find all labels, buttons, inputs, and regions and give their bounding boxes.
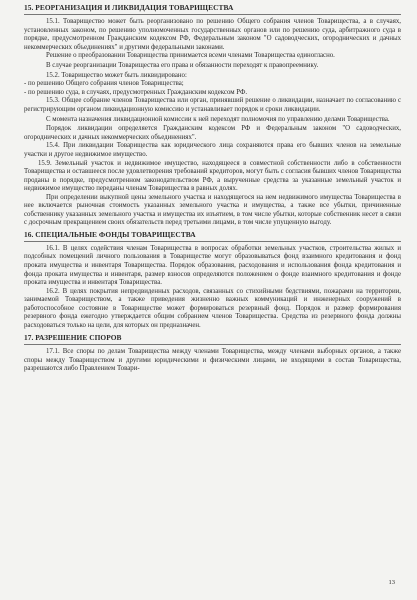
section-15 [24,3,401,228]
section-heading: 15. РЕОРГАНИЗАЦИЯ И ЛИКВИДАЦИЯ ТОВАРИЩЕСТВА [24,3,234,12]
paragraph: При определении выкупной цены земельного участка и находящегося на нем недвижимого имущества Товарищества в нее включается рыночная стоимость указанных земельного участка и имущества, а также все убытки, причиненные собственнику указанных земельного участка и имущества их изъятием, в том числе убытки, которые собственник несет в связи с досрочным прекращением своих обязательств перед третьими лицами, в том числе упущенную выгоду. [24,193,401,227]
section-heading: 16. СПЕЦИАЛЬНЫЕ ФОНДЫ ТОВАРИЩЕСТВА [24,229,196,239]
paragraph: С момента назначения ликвидационной комиссии к ней переходят полномочия по управлению делами Товарищества. [46,115,390,123]
heading-rule [24,241,401,242]
heading-rule [24,14,401,15]
heading-rule [24,344,401,345]
paragraph: Решение о преобразовании Товарищества принимается всеми членами Товарищества единогласно. [46,52,335,60]
section-heading: 17. РАЗРЕШЕНИЕ СПОРОВ [24,333,122,343]
paragraph: 15.4. При ликвидации Товарищества как юридического лица сохраняются права его бывших членов на земельные участки и другое недвижимое имущество. [24,142,401,158]
paragraph: 15.9. Земельный участок и недвижимое имущество, находящееся в совместной собственности либо в собственности Товарищества и оставшееся после удовлетворения требований кредиторов, могут быть с согласия бывших членов Товарищества проданы в порядке, предусмотренном законодательством РФ, а вырученные средства за указанные земельный участок и недвижимое имущество переданы членам Товарищества в равных долях. [24,159,401,193]
paragraph: Порядок ликвидации определяется Гражданским кодексом РФ и Федеральным законом "О садоводческих, огороднических и дачных некоммерческих объединениях". [24,125,401,141]
paragraph: 15.2. Товарищество может быть ликвидировано: [46,71,187,79]
paragraph: 15.3. Общее собрание членов Товарищества или орган, принявший решение о ликвидации, назначает по согласованию с регистрирующим органом ликвидационную комиссию и устанавливает порядок и сроки ликвидации. [24,97,401,113]
paragraph: 16.1. В целях содействия членам Товарищества в вопросах обработки земельных участков, строительства жилых и подсобных помещений личного пользования в Товариществе могут образовываться фонд взаимного кредитования и фонд проката имущества и инвентаря Товарищества. Порядок образования, расходования и использования фонда кредитования и фонда проката имущества и инвентаря, размер взносов определяются положением о фонде взаимного кредитования и фонде проката имущества и инвентаря Товарищества. [24,244,401,287]
section-17 [24,333,401,374]
page-number: 13 [388,579,395,586]
paragraph: В случае реорганизации Товарищества его права и обязанности переходят к правопреемнику. [46,61,319,69]
section-16 [24,230,401,330]
paragraph: 17.1. Все споры по делам Товарищества между членами Товарищества, между членами выборных органов, а также споры между Товариществом и другими юридическими и физическими лицами, не входящими в состав Товарищества, разрешаются либо Правлением Товари- [24,348,401,373]
paragraph: 15.1. Товарищество может быть реорганизовано по решению Общего собрания членов Товарищества, а в случаях, установленных законом, по решению уполномоченных государственных органов или по решению суда, арбитражного суда в порядке, предусмотренном Гражданским кодексом РФ, Федеральным законом "О садоводческих, огороднических и дачных некоммерческих объединениях" и другими федеральными законами. [24,18,401,51]
list-item: - по решению Общего собрания членов Товарищества; [24,80,184,88]
paragraph: 16.2. В целях покрытия непредвиденных расходов, связанных со стихийными бедствиями, пожарами на территории, занимаемой Товариществом, а также приведения жизненно важных коммуникаций и инженерных сооружений в работоспособное состояние в Товариществе может формироваться резервный фонд. Порядок и размер формирования резервного фонда ежегодно утверждается общим собранием членов Товарищества. Средства из резервного фонда должны расходоваться только на цели, для которых он предназначен. [24,287,401,329]
list-item: - по решению суда, в случаях, предусмотренных Гражданским кодексом РФ. [24,88,248,96]
